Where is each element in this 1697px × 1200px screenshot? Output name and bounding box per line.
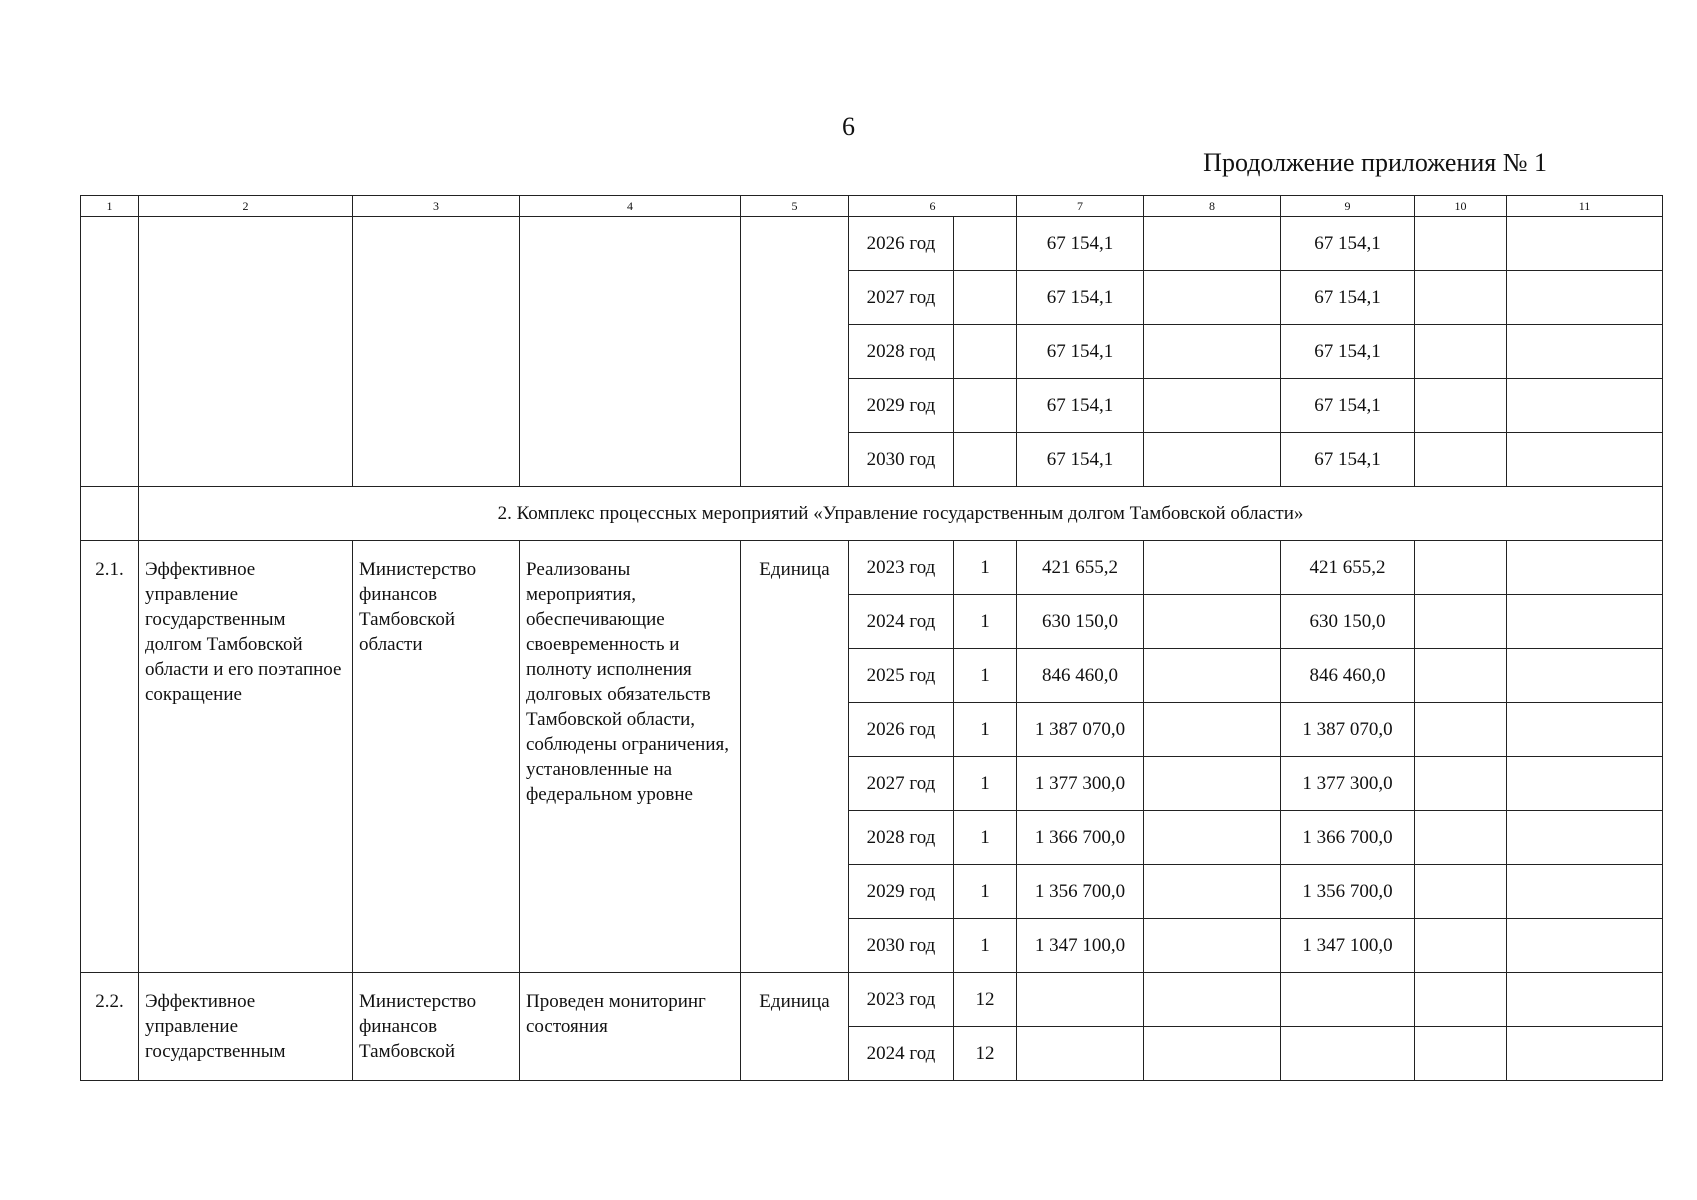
column-number: 3 — [353, 196, 520, 217]
value-cell — [954, 433, 1017, 487]
cell-empty — [1144, 1027, 1281, 1081]
cell-empty — [1415, 433, 1507, 487]
cell-empty — [1507, 1027, 1663, 1081]
cell-empty — [1281, 973, 1415, 1027]
year-cell: 2030 год — [849, 919, 954, 973]
cell-empty — [1415, 379, 1507, 433]
section-row — [81, 487, 1663, 541]
year-cell: 2030 год — [849, 433, 954, 487]
item-result: Реализованы мероприятия, обеспечивающие своевременность и полноту исполнения долговых обязательств Тамбовской области, соблюдены ограничения, установленные на федеральном уровне — [520, 541, 741, 973]
year-cell: 2026 год — [849, 703, 954, 757]
year-cell: 2026 год — [849, 217, 954, 271]
cell-empty — [1507, 271, 1663, 325]
amount-cell: 67 154,1 — [1281, 433, 1415, 487]
cell-empty — [1415, 271, 1507, 325]
value-cell: 1 — [954, 865, 1017, 919]
column-number: 10 — [1415, 196, 1507, 217]
cell-empty — [1144, 433, 1281, 487]
cell-empty — [1507, 541, 1663, 595]
cell-empty — [1507, 649, 1663, 703]
amount-cell: 67 154,1 — [1017, 433, 1144, 487]
amount-cell: 1 377 300,0 — [1017, 757, 1144, 811]
column-number: 7 — [1017, 196, 1144, 217]
year-cell: 2028 год — [849, 325, 954, 379]
cell-empty — [1144, 217, 1281, 271]
cell-empty — [1415, 865, 1507, 919]
cell-empty — [1415, 595, 1507, 649]
value-cell: 1 — [954, 595, 1017, 649]
item-executor: Министерство финансов Тамбовской — [353, 973, 520, 1081]
item-result: Проведен мониторинг состояния — [520, 973, 741, 1081]
item-executor: Министерство финансов Тамбовской области — [353, 541, 520, 973]
continuation-title: Продолжение приложения № 1 — [1203, 148, 1547, 177]
year-cell: 2024 год — [849, 1027, 954, 1081]
amount-cell: 67 154,1 — [1281, 325, 1415, 379]
cell-empty — [1144, 919, 1281, 973]
amount-cell: 1 377 300,0 — [1281, 757, 1415, 811]
cell-empty — [1507, 379, 1663, 433]
cell-empty — [1415, 649, 1507, 703]
value-cell — [954, 217, 1017, 271]
column-number: 8 — [1144, 196, 1281, 217]
cell-empty — [1415, 757, 1507, 811]
amount-cell: 1 387 070,0 — [1281, 703, 1415, 757]
year-cell: 2027 год — [849, 757, 954, 811]
amount-cell: 67 154,1 — [1281, 271, 1415, 325]
item-unit: Единица — [741, 541, 849, 973]
cell-empty — [1415, 541, 1507, 595]
value-cell: 1 — [954, 703, 1017, 757]
value-cell — [954, 379, 1017, 433]
cell-empty — [1144, 379, 1281, 433]
cell-empty — [1144, 703, 1281, 757]
column-number: 2 — [139, 196, 353, 217]
cell-empty — [1507, 919, 1663, 973]
cell-empty — [1144, 325, 1281, 379]
amount-cell: 421 655,2 — [1017, 541, 1144, 595]
value-cell: 1 — [954, 541, 1017, 595]
item-number: 2.1. — [81, 541, 139, 973]
cell-empty — [1144, 811, 1281, 865]
amount-cell: 630 150,0 — [1017, 595, 1144, 649]
amount-cell: 1 347 100,0 — [1017, 919, 1144, 973]
cell-empty — [139, 217, 353, 487]
cell-empty — [81, 217, 139, 487]
item-number: 2.2. — [81, 973, 139, 1081]
amount-cell: 421 655,2 — [1281, 541, 1415, 595]
cell-empty — [1415, 1027, 1507, 1081]
column-number: 6 — [849, 196, 1017, 217]
value-cell — [954, 325, 1017, 379]
amount-cell: 846 460,0 — [1017, 649, 1144, 703]
year-cell: 2023 год — [849, 541, 954, 595]
cell-empty — [1415, 325, 1507, 379]
item-name: Эффективное управление государственным долгом Тамбовской области и его поэтапное сокращение — [139, 541, 353, 973]
section-title: 2. Комплекс процессных мероприятий «Управление государственным долгом Тамбовской области» — [139, 487, 1663, 541]
cell-empty — [81, 487, 139, 541]
value-cell: 12 — [954, 1027, 1017, 1081]
year-cell: 2023 год — [849, 973, 954, 1027]
amount-cell: 67 154,1 — [1281, 217, 1415, 271]
year-cell: 2029 год — [849, 865, 954, 919]
cell-empty — [741, 217, 849, 487]
value-cell: 1 — [954, 919, 1017, 973]
cell-empty — [1144, 865, 1281, 919]
amount-cell: 1 347 100,0 — [1281, 919, 1415, 973]
page-number: 6 — [842, 112, 855, 141]
item-name: Эффективное управление государственным — [139, 973, 353, 1081]
cell-empty — [353, 217, 520, 487]
amount-cell: 67 154,1 — [1281, 379, 1415, 433]
column-number: 1 — [81, 196, 139, 217]
amount-cell: 67 154,1 — [1017, 379, 1144, 433]
value-cell: 1 — [954, 811, 1017, 865]
cell-empty — [1415, 703, 1507, 757]
cell-empty — [1144, 649, 1281, 703]
cell-empty — [520, 217, 741, 487]
cell-empty — [1144, 271, 1281, 325]
year-cell: 2028 год — [849, 811, 954, 865]
cell-empty — [1507, 811, 1663, 865]
cell-empty — [1415, 217, 1507, 271]
cell-empty — [1507, 325, 1663, 379]
cell-empty — [1507, 973, 1663, 1027]
table-row — [81, 973, 1663, 1027]
amount-cell: 1 356 700,0 — [1017, 865, 1144, 919]
amount-cell: 1 387 070,0 — [1017, 703, 1144, 757]
cell-empty — [1017, 973, 1144, 1027]
cell-empty — [1507, 757, 1663, 811]
cell-empty — [1415, 811, 1507, 865]
cell-empty — [1507, 865, 1663, 919]
cell-empty — [1507, 703, 1663, 757]
value-cell: 1 — [954, 757, 1017, 811]
column-number-row — [81, 196, 1663, 217]
amount-cell: 846 460,0 — [1281, 649, 1415, 703]
table-row — [81, 541, 1663, 595]
column-number: 9 — [1281, 196, 1415, 217]
amount-cell: 67 154,1 — [1017, 325, 1144, 379]
cell-empty — [1144, 541, 1281, 595]
cell-empty — [1017, 1027, 1144, 1081]
amount-cell: 67 154,1 — [1017, 217, 1144, 271]
year-cell: 2025 год — [849, 649, 954, 703]
amount-cell: 1 366 700,0 — [1281, 811, 1415, 865]
value-cell — [954, 271, 1017, 325]
cell-empty — [1507, 217, 1663, 271]
value-cell: 12 — [954, 973, 1017, 1027]
cell-empty — [1507, 433, 1663, 487]
item-unit: Единица — [741, 973, 849, 1081]
amount-cell: 67 154,1 — [1017, 271, 1144, 325]
amount-cell: 1 366 700,0 — [1017, 811, 1144, 865]
cell-empty — [1144, 595, 1281, 649]
year-cell: 2024 год — [849, 595, 954, 649]
year-cell: 2029 год — [849, 379, 954, 433]
cell-empty — [1415, 973, 1507, 1027]
value-cell: 1 — [954, 649, 1017, 703]
table-row — [81, 217, 1663, 271]
amount-cell: 1 356 700,0 — [1281, 865, 1415, 919]
amount-cell: 630 150,0 — [1281, 595, 1415, 649]
column-number: 11 — [1507, 196, 1663, 217]
cell-empty — [1507, 595, 1663, 649]
cell-empty — [1281, 1027, 1415, 1081]
cell-empty — [1144, 973, 1281, 1027]
column-number: 4 — [520, 196, 741, 217]
year-cell: 2027 год — [849, 271, 954, 325]
column-number: 5 — [741, 196, 849, 217]
cell-empty — [1144, 757, 1281, 811]
cell-empty — [1415, 919, 1507, 973]
program-table — [80, 195, 1663, 1081]
